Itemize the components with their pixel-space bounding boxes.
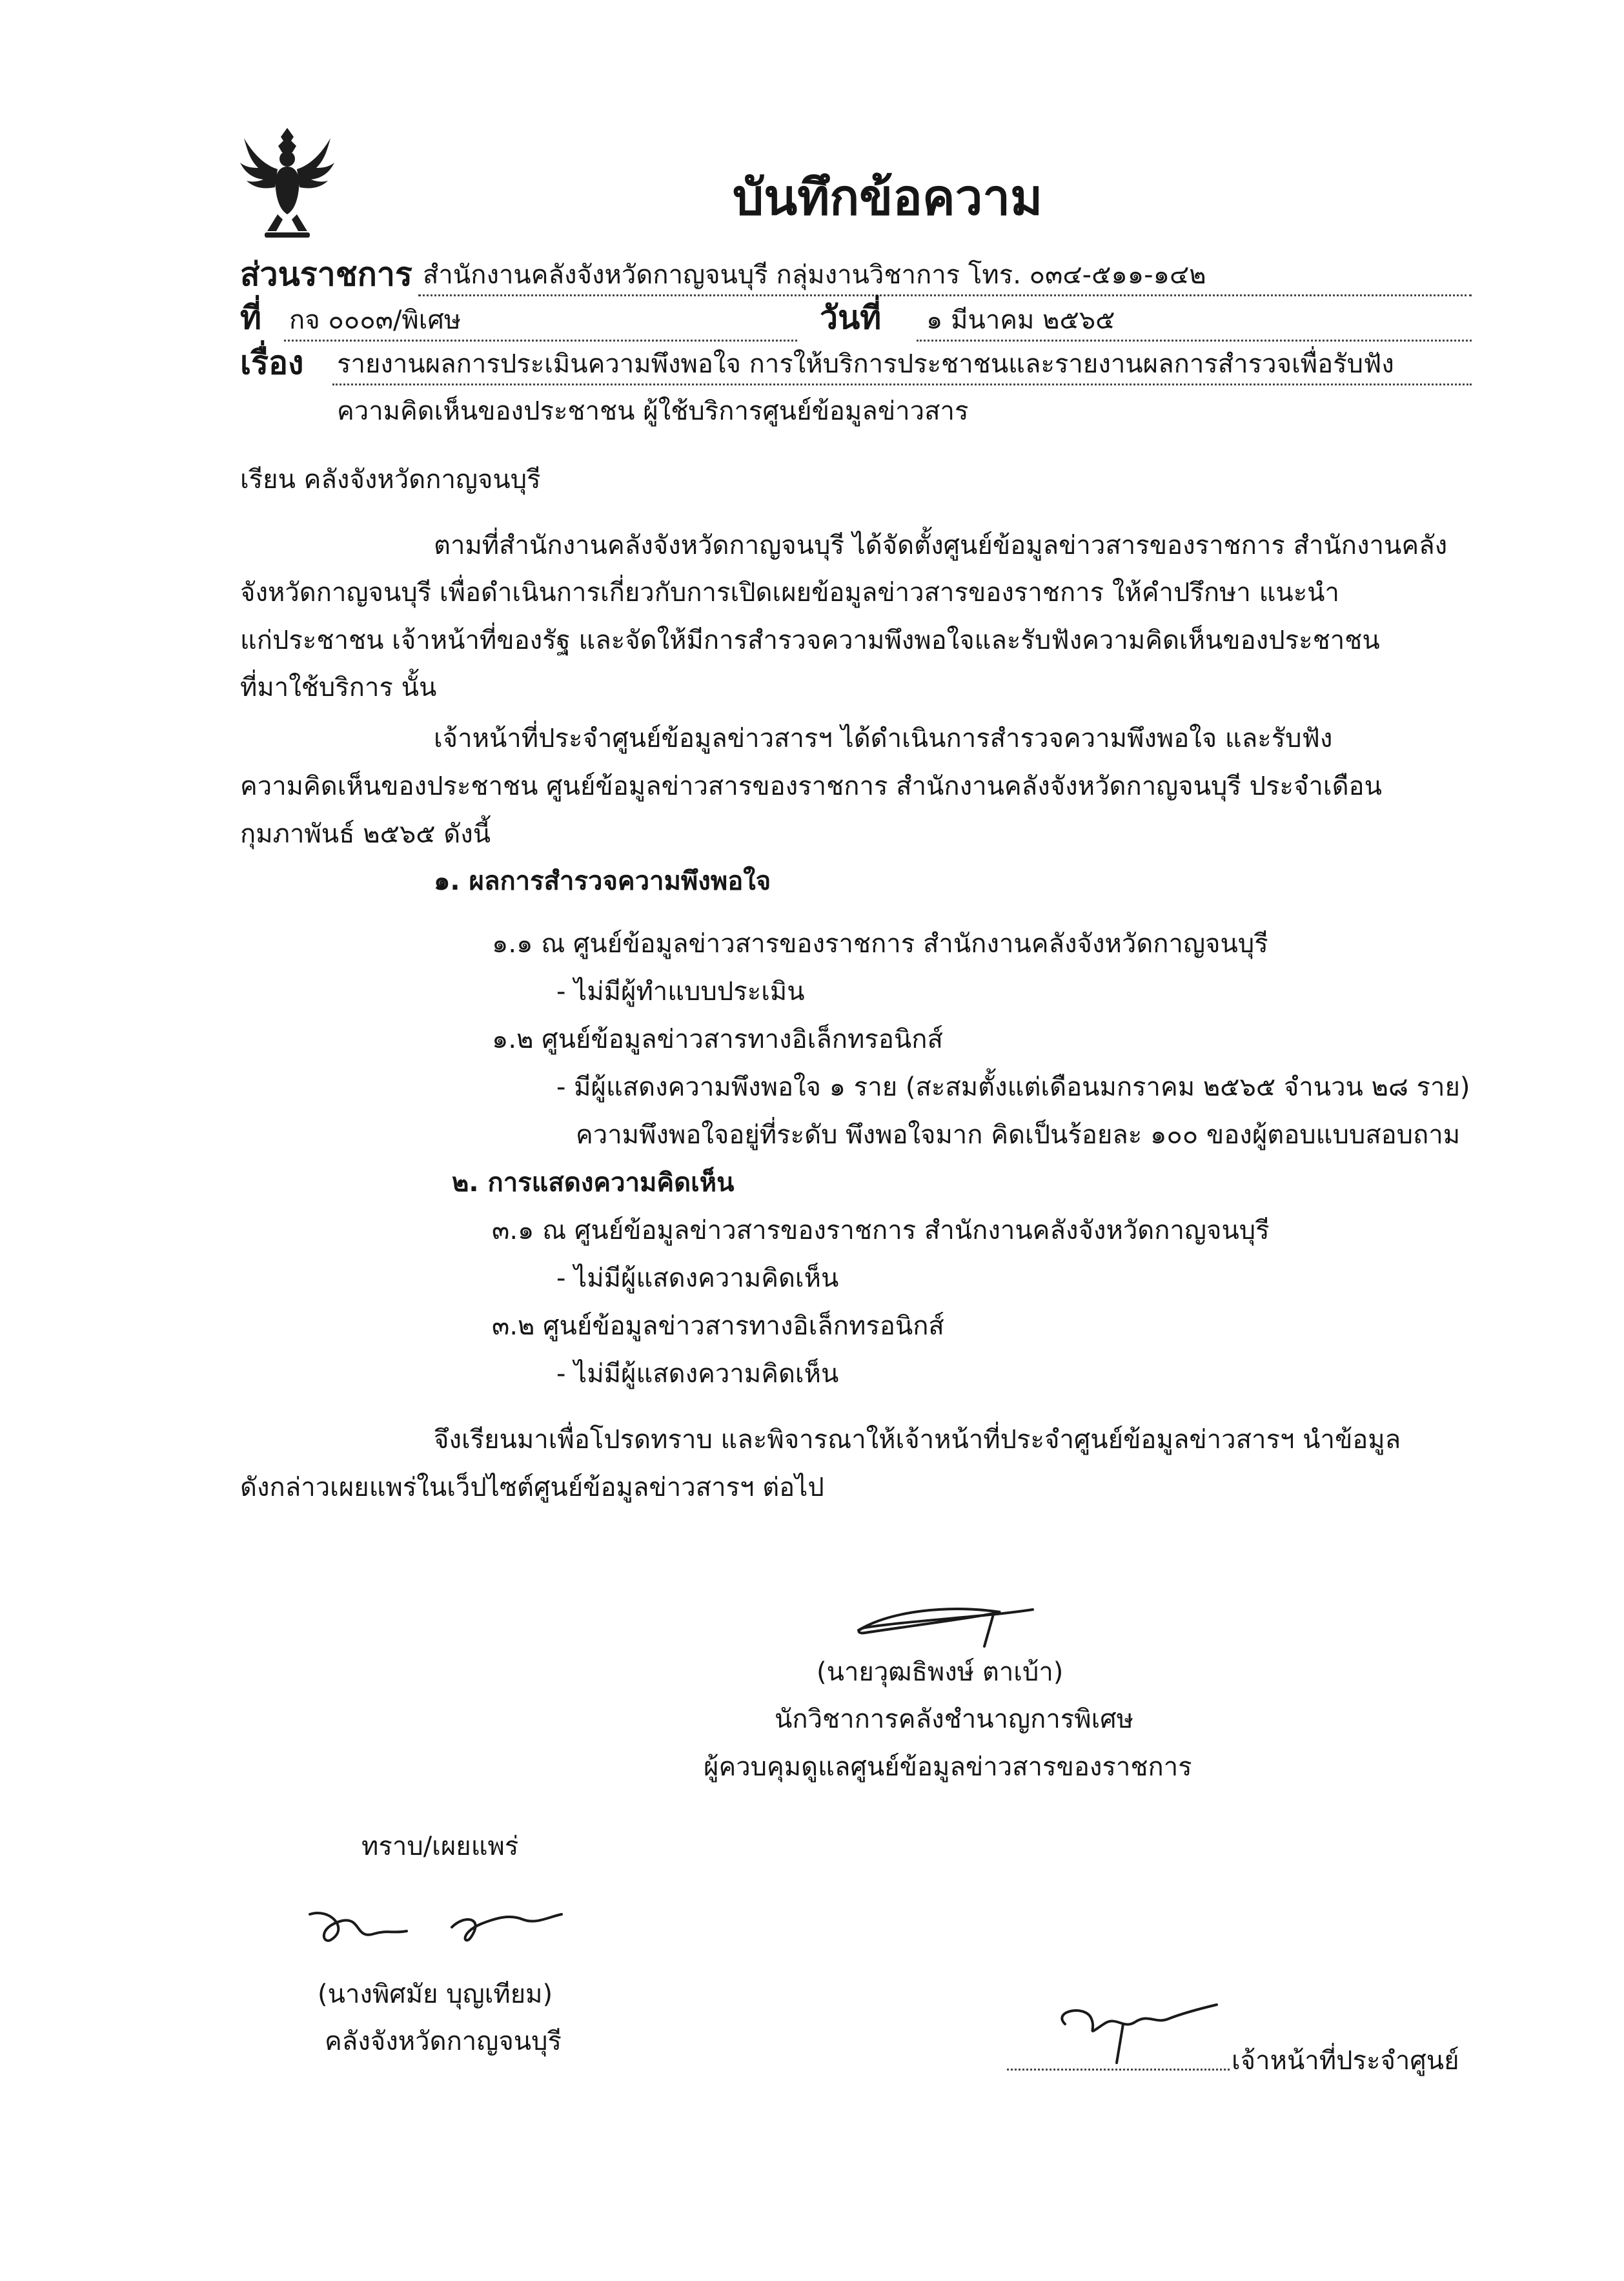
para2-line: ความคิดเห็นของประชาชน ศูนย์ข้อมูลข่าวสารของราชการ สำนักงานคลังจังหวัดกาญจนบุรี ประจำเดือน bbox=[240, 772, 1382, 801]
para1-line: ที่มาใช้บริการ นั้น bbox=[240, 673, 437, 702]
para1-line: จังหวัดกาญจนบุรี เพื่อดำเนินการเกี่ยวกับการเปิดเผยข้อมูลข่าวสารของราชการ ให้คำปรึกษา แนะนำ bbox=[240, 578, 1339, 608]
section2-item2-detail: - ไม่มีผู้แสดงความคิดเห็น bbox=[556, 1359, 839, 1389]
signatory-signature bbox=[839, 1585, 1046, 1656]
section1-item1: ๑.๑ ณ ศูนย์ข้อมูลข่าวสารของราชการ สำนักงานคลังจังหวัดกาญจนบุรี bbox=[492, 929, 1268, 959]
signatory-position: นักวิชาการคลังชำนาญการพิเศษ bbox=[775, 1704, 1134, 1734]
subject-line-2: ความคิดเห็นของประชาชน ผู้ใช้บริการศูนย์ข้อมูลข่าวสาร bbox=[337, 396, 969, 426]
garuda-emblem-icon bbox=[239, 123, 336, 245]
salutation: เรียน คลังจังหวัดกาญจนบุรี bbox=[240, 465, 541, 495]
closing-line: ดังกล่าวเผยแพร่ในเว็ปไซต์ศูนย์ข้อมูลข่าวสารฯ ต่อไป bbox=[240, 1473, 824, 1502]
approval-signature bbox=[303, 1888, 574, 1959]
memo-title: บันทึกข้อความ bbox=[733, 169, 1043, 226]
section1-item2-detail1: - มีผู้แสดงความพึงพอใจ ๑ ราย (สะสมตั้งแต่เดือนมกราคม ๒๕๖๕ จำนวน ๒๘ ราย) bbox=[556, 1072, 1470, 1102]
para2-line: กุมภาพันธ์ ๒๕๖๕ ดังนี้ bbox=[240, 819, 491, 849]
agency-value: สำนักงานคลังจังหวัดกาญจนบุรี กลุ่มงานวิชาการ โทร. ๐๓๔-๕๑๑-๑๔๒ bbox=[423, 260, 1206, 290]
ref-dotted-line bbox=[284, 340, 797, 342]
section2-title: ๒. การแสดงความคิดเห็น bbox=[452, 1168, 735, 1198]
subject-dotted-line bbox=[332, 384, 1472, 385]
para1-line: แก่ประชาชน เจ้าหน้าที่ของรัฐ และจัดให้มีการสำรวจความพึงพอใจและรับฟังความคิดเห็นของประชาชน bbox=[240, 626, 1380, 655]
section1-title: ๑. ผลการสำรวจความพึงพอใจ bbox=[434, 866, 771, 896]
section2-item1-detail: - ไม่มีผู้แสดงความคิดเห็น bbox=[556, 1263, 839, 1293]
section2-item1: ๓.๑ ณ ศูนย์ข้อมูลข่าวสารของราชการ สำนักงานคลังจังหวัดกาญจนบุรี bbox=[492, 1216, 1270, 1245]
approval-name: (นางพิศมัย บุญเทียม) bbox=[318, 1979, 553, 2009]
signatory-role: ผู้ควบคุมดูแลศูนย์ข้อมูลข่าวสารของราชการ bbox=[704, 1752, 1192, 1782]
ref-value: กจ ๐๐๐๓/พิเศษ bbox=[289, 305, 462, 335]
date-value: ๑ มีนาคม ๒๕๖๕ bbox=[926, 305, 1115, 335]
officer-dotted-line bbox=[1007, 2069, 1230, 2071]
section1-item2-detail2: ความพึงพอใจอยู่ที่ระดับ พึงพอใจมาก คิดเป็นร้อยละ ๑๐๐ ของผู้ตอบแบบสอบถาม bbox=[576, 1120, 1461, 1150]
officer-signature bbox=[1046, 1985, 1226, 2069]
ref-label: ที่ bbox=[240, 299, 261, 336]
approval-position: คลังจังหวัดกาญจนบุรี bbox=[325, 2027, 562, 2056]
signatory-name: (นายวุฒธิพงษ์ ตาเบ้า) bbox=[817, 1657, 1064, 1687]
subject-label: เรื่อง bbox=[240, 344, 304, 382]
section1-item2: ๑.๒ ศูนย์ข้อมูลข่าวสารทางอิเล็กทรอนิกส์ bbox=[492, 1025, 943, 1054]
closing-line: จึงเรียนมาเพื่อโปรดทราบ และพิจารณาให้เจ้าหน้าที่ประจำศูนย์ข้อมูลข่าวสารฯ นำข้อมูล bbox=[434, 1425, 1401, 1455]
para2-line: เจ้าหน้าที่ประจำศูนย์ข้อมูลข่าวสารฯ ได้ดำเนินการสำรวจความพึงพอใจ และรับฟัง bbox=[434, 724, 1333, 753]
section1-item1-detail: - ไม่มีผู้ทำแบบประเมิน bbox=[556, 977, 805, 1007]
agency-dotted-line bbox=[418, 294, 1472, 296]
approval-note: ทราบ/เผยแพร่ bbox=[361, 1832, 519, 1861]
agency-label: ส่วนราชการ bbox=[240, 256, 412, 293]
para1-line: ตามที่สำนักงานคลังจังหวัดกาญจนบุรี ได้จัดตั้งศูนย์ข้อมูลข่าวสารของราชการ สำนักงานคลัง bbox=[434, 531, 1448, 560]
section2-item2: ๓.๒ ศูนย์ข้อมูลข่าวสารทางอิเล็กทรอนิกส์ bbox=[492, 1311, 944, 1341]
subject-line-1: รายงานผลการประเมินความพึงพอใจ การให้บริการประชาชนและรายงานผลการสำรวจเพื่อรับฟัง bbox=[337, 349, 1394, 379]
date-dotted-line bbox=[917, 340, 1472, 342]
date-label: วันที่ bbox=[820, 299, 882, 336]
officer-label: เจ้าหน้าที่ประจำศูนย์ bbox=[1232, 2046, 1459, 2076]
